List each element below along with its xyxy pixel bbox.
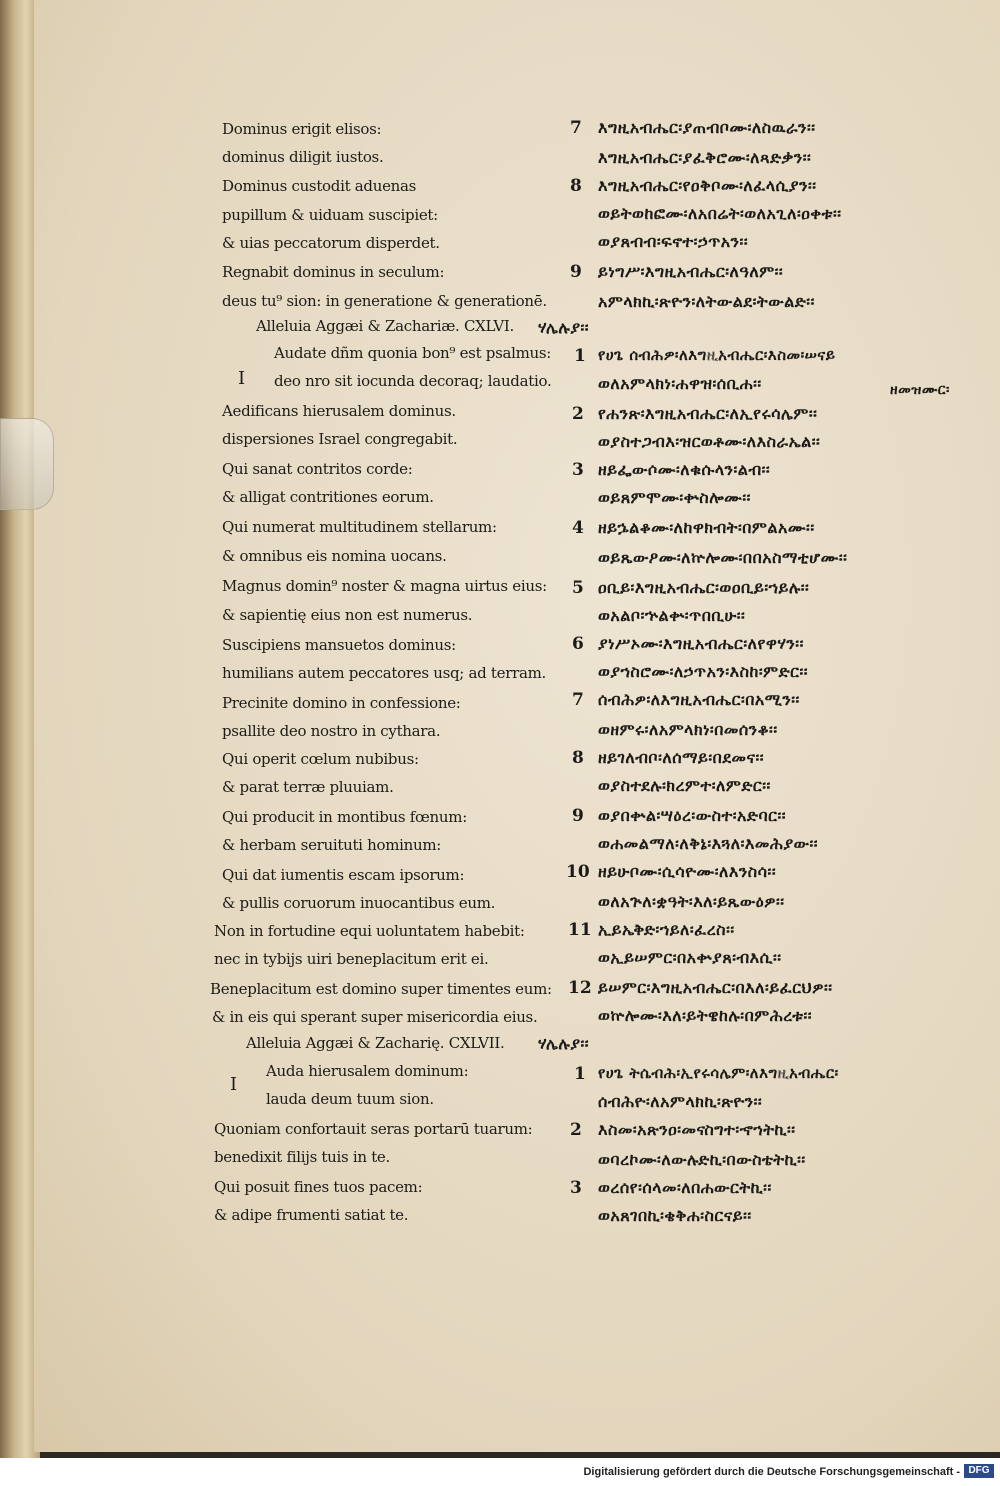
ethiopic-line: ሰብሕዎ፡ለእግዚአብሔር፡በአሚን፡፡: [598, 690, 800, 709]
ethiopic-line: ወለአምላክነ፡ሐዋዝ፡ሰቢሐ፡፡: [598, 374, 762, 393]
latin-line: Regnabit dominus in seculum:: [222, 263, 445, 281]
verse-number: 11: [568, 920, 592, 940]
verse-number: 1: [574, 1064, 586, 1084]
latin-line: Audate dñm quonia bon⁹ est psalmus:: [274, 344, 552, 362]
ethiopic-line: የሀጌ ሰብሕዎ፡ለእግዚአብሔር፡እስመ፡ሠናይ: [598, 346, 836, 364]
ethiopic-line: ወሐመልማለ፡ለቅኔ፡እጓለ፡እመሕያው፡፡: [598, 834, 819, 853]
ethiopic-line: ዘይገለብቦ፡ለሰማይ፡በደመና፡፡: [598, 748, 765, 767]
ethiopic-line: እግዚአብሔር፡የዐቅቦሙ፡ለፈላሲያን፡፡: [598, 176, 817, 195]
ethiopic-line: ይነግሥ፡እግዚአብሔር፡ለዓለም፡፡: [598, 262, 784, 281]
verse-number: 3: [570, 1178, 582, 1198]
verse-number: 9: [570, 262, 582, 282]
verse-number: 8: [572, 748, 584, 768]
ethiopic-line: ወአልቦ፡ኍልቍ፡ጥበቢሁ፡፡: [598, 606, 746, 625]
verse-number: 2: [572, 404, 584, 424]
latin-line: & alligat contritiones eorum.: [222, 488, 434, 506]
initial-letter: I: [238, 368, 245, 389]
ethiopic-line: ወያስተጋብእ፡ዝርወቶሙ፡ለእስራኤል፡፡: [598, 432, 821, 451]
ethiopic-line: ወዘምሩ፡ለአምላክነ፡በመሰንቆ፡፡: [598, 720, 778, 739]
verse-number: 10: [566, 862, 590, 882]
marginal-note: ዘመዝሙር፡: [890, 382, 950, 398]
ethiopic-line: ወባረኮሙ፡ለውሉድኪ፡በውስቴትኪ፡፡: [598, 1150, 806, 1169]
latin-line: & uias peccatorum disperdet.: [222, 234, 440, 252]
ethiopic-line: እግዚአብሔር፡ያጠብቦሙ፡ለስዉራን፡፡: [598, 118, 816, 137]
psalm-heading: Alleluia Aggæi & Zachariæ. CXLVI.: [256, 317, 515, 335]
verse-number: 4: [572, 518, 584, 538]
ethiopic-line: ዘይሁቦሙ፡ሲሳዮሙ፡ለእንስሳ፡፡: [598, 862, 777, 881]
latin-line: Dominus erigit elisos:: [222, 120, 382, 138]
latin-line: Qui operit cœlum nubibus:: [222, 750, 419, 768]
ethiopic-line: ወኢይሠምር፡በአቍያጸ፡ብእሲ፡፡: [598, 948, 782, 967]
book-page: [34, 0, 1000, 1452]
ethiopic-line: ወረሰየ፡ሰላመ፡ለበሐውርትኪ፡፡: [598, 1178, 772, 1197]
hallelujah-heading: ሃሌሉያ፡፡: [538, 318, 590, 337]
ethiopic-line: ወያጸብብ፡ፍኖተ፡ኃጥአን፡፡: [598, 232, 749, 251]
ethiopic-line: ያነሥኦሙ፡እግዚአብሔር፡ለየዋሃን፡፡: [598, 634, 804, 653]
ethiopic-line: የሐንጽ፡እግዚአብሔር፡ለኢየሩሳሌም፡፡: [598, 404, 818, 423]
verse-number: 3: [572, 460, 584, 480]
ethiopic-line: ወለአጕለ፡ቋዓት፡እለ፡ይጼውዕዎ፡፡: [598, 892, 785, 911]
verse-number: 7: [572, 690, 584, 710]
dfg-logo: DFG: [964, 1464, 994, 1478]
latin-line: Qui dat iumentis escam ipsorum:: [222, 866, 465, 884]
verse-number: 7: [570, 118, 582, 138]
latin-line: & pullis coruorum inuocantibus eum.: [222, 894, 496, 912]
latin-line: & parat terræ pluuiam.: [222, 778, 394, 796]
latin-line: humilians autem peccatores usq; ad terram.: [222, 664, 546, 682]
latin-line: Non in fortudine equi uoluntatem habebit:: [214, 922, 525, 940]
ethiopic-line: የሀጌ ትሴብሕ፡ኢየሩሳሌም፡ለእግዚአብሔር፡: [598, 1064, 839, 1082]
ethiopic-line: ኢይኤቅድ፡ኀይለ፡ፈረስ፡፡: [598, 920, 735, 939]
ethiopic-line: እስመ፡አጽንዐ፡መናስግተ፡ኆኀትኪ፡፡: [598, 1120, 796, 1139]
psalm-heading: Alleluia Aggæi & Zacharię. CXLVII.: [246, 1034, 505, 1052]
latin-line: Magnus domin⁹ noster & magna uirtus eius:: [222, 577, 547, 595]
latin-line: & omnibus eis nomina uocans.: [222, 547, 447, 565]
latin-line: Precinite domino in confessione:: [222, 694, 461, 712]
ethiopic-line: ይሠምር፡እግዚአብሔር፡በእለ፡ይፈርህዎ፡፡: [598, 978, 833, 997]
latin-line: Suscipiens mansuetos dominus:: [222, 636, 456, 654]
digitization-footer: [0, 1458, 1000, 1486]
latin-line: benedixit filijs tuis in te.: [214, 1148, 390, 1166]
latin-line: nec in tybijs uiri beneplacitum erit ei.: [214, 950, 489, 968]
initial-letter: I: [230, 1074, 237, 1095]
verse-number: 5: [572, 578, 584, 598]
page-clip: [0, 418, 54, 510]
footer-credit: Digitalisierung gefördert durch die Deutsche Forschungsgemeinschaft -: [583, 1466, 960, 1478]
ethiopic-line: እግዚአብሔር፡ያፈቅሮሙ፡ለጻድቃን፡፡: [598, 148, 812, 167]
verse-number: 12: [568, 978, 592, 998]
verse-number: 9: [572, 806, 584, 826]
latin-line: deus tu⁹ sion: in generatione & generationē.: [222, 292, 547, 310]
latin-line: Dominus custodit aduenas: [222, 177, 417, 195]
latin-line: dispersiones Israel congregabit.: [222, 430, 458, 448]
verse-number: 1: [574, 346, 586, 366]
latin-line: dominus diligit iustos.: [222, 148, 384, 166]
latin-line: Qui numerat multitudinem stellarum:: [222, 518, 497, 536]
latin-line: Qui posuit fines tuos pacem:: [214, 1178, 423, 1196]
ethiopic-line: ዐቢይ፡እግዚአብሔር፡ወዐቢይ፡ኀይሉ፡፡: [598, 578, 810, 597]
ethiopic-line: አምላክኪ፡ጽዮን፡ለትውልደ፡ትውልድ፡፡: [598, 292, 815, 311]
ethiopic-line: ወኵሎሙ፡እለ፡ይትዌከሉ፡በምሕረቱ፡፡: [598, 1006, 813, 1025]
latin-line: Quoniam confortauit seras portarū tuarum:: [214, 1120, 533, 1138]
latin-line: & in eis qui sperant super misericordia eius.: [212, 1008, 538, 1026]
latin-line: lauda deum tuum sion.: [266, 1090, 434, 1108]
ethiopic-line: ወአጸገበኪ፡ቄቅሐ፡ስርናይ፡፡: [598, 1206, 752, 1225]
latin-line: deo nro sit iocunda decoraq; laudatio.: [274, 372, 552, 390]
latin-line: pupillum & uiduam suscipiet:: [222, 206, 438, 224]
latin-line: Qui producit in montibus fœnum:: [222, 808, 467, 826]
ethiopic-line: ወያበቍል፡ሣዕረ፡ውስተ፡አድባር፡፡: [598, 806, 787, 825]
ethiopic-line: ወይትወከፎሙ፡ለአበሬት፡ወለአጊለ፡ዐቀቱ፡፡: [598, 204, 842, 223]
latin-line: Beneplacitum est domino super timentes eum:: [210, 980, 552, 998]
verse-number: 2: [570, 1120, 582, 1140]
latin-line: & sapientię eius non est numerus.: [222, 606, 473, 624]
ethiopic-line: ወይጸምሞሙ፡ቍስሎሙ፡፡: [598, 488, 751, 507]
hallelujah-heading: ሃሌሉያ፡፡: [538, 1034, 590, 1053]
latin-line: Aedificans hierusalem dominus.: [222, 402, 456, 420]
ethiopic-line: ዘይኌልቆሙ፡ለከዋክብት፡በምልአሙ፡፡: [598, 518, 815, 537]
latin-line: Qui sanat contritos corde:: [222, 460, 413, 478]
verse-number: 6: [572, 634, 584, 654]
latin-line: & adipe frumenti satiat te.: [214, 1206, 409, 1224]
ethiopic-line: ወይጼውዖሙ፡ለኵሎሙ፡በበአስማቲሆሙ፡፡: [598, 548, 848, 567]
ethiopic-line: ወያኀስሮሙ፡ለኃጥአን፡እስከ፡ምድር፡፡: [598, 662, 809, 681]
latin-line: & herbam seruituti hominum:: [222, 836, 442, 854]
ethiopic-line: ዘይፌውሶሙ፡ለቁሱላን፡ልብ፡፡: [598, 460, 771, 479]
ethiopic-line: ሰብሕዮ፡ለአምላክኪ፡ጽዮን፡፡: [598, 1092, 763, 1111]
ethiopic-line: ወያስተደሉ፡ክረምተ፡ለምድር፡፡: [598, 776, 771, 795]
latin-line: Auda hierusalem dominum:: [266, 1062, 469, 1080]
verse-number: 8: [570, 176, 582, 196]
latin-line: psallite deo nostro in cythara.: [222, 722, 441, 740]
